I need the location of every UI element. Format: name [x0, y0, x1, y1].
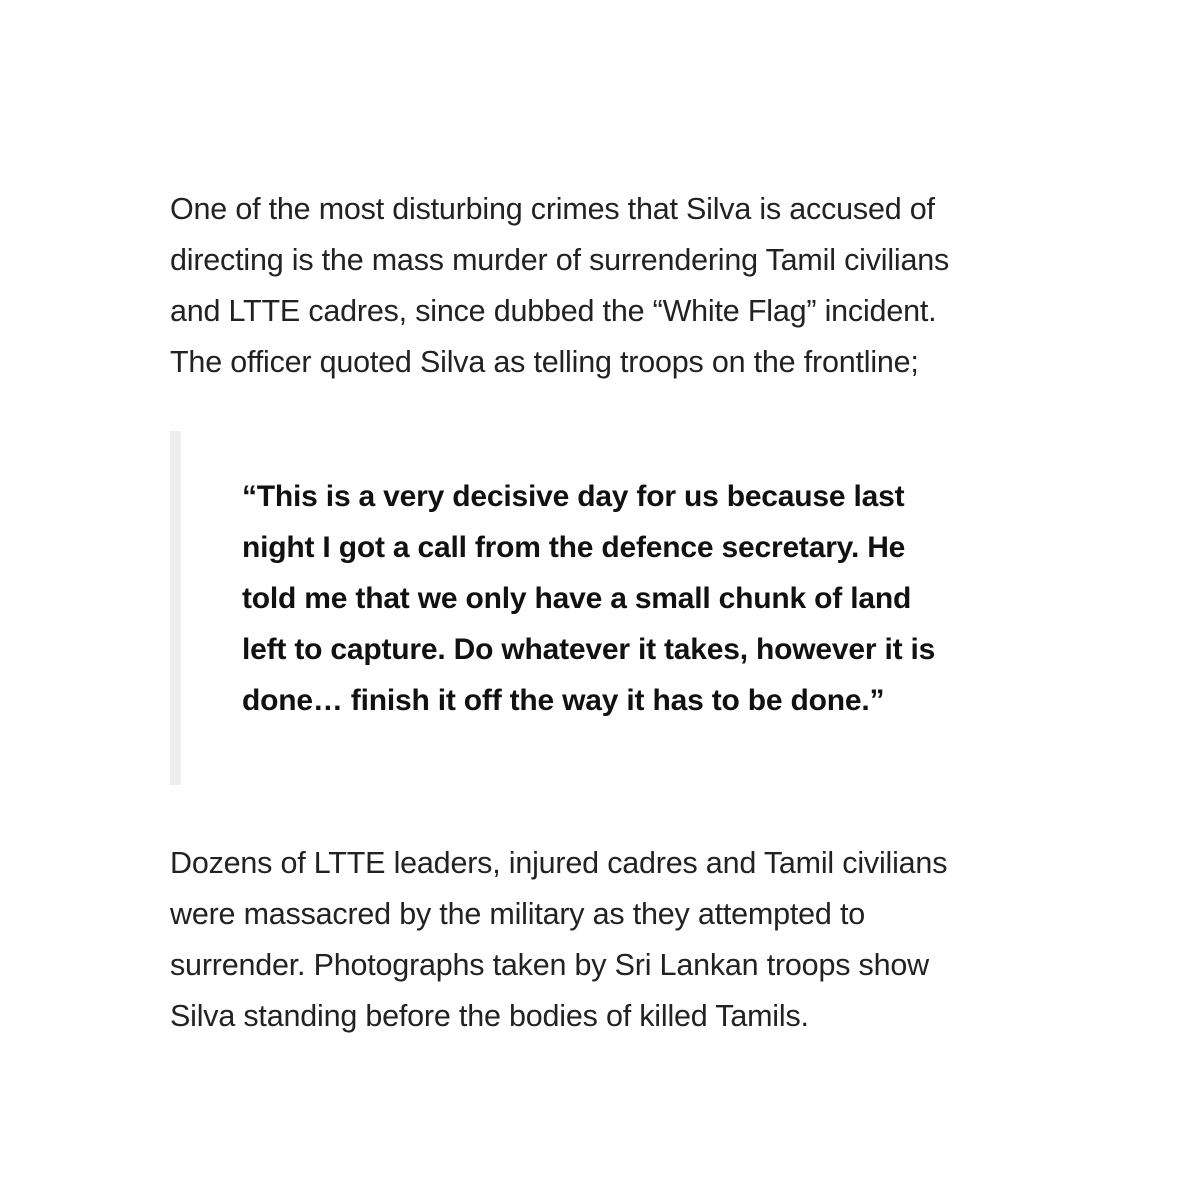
quote-line: told me that we only have a small chunk of land [242, 582, 912, 615]
quote-text [242, 471, 1030, 726]
blockquote [170, 431, 1030, 785]
paragraph-line: The officer quoted Silva as telling troops on the frontline; [170, 345, 919, 379]
quote-line: done… finish it off the way it has to be done.” [242, 684, 885, 717]
paragraph-line: One of the most disturbing crimes that Silva is accused of [170, 192, 935, 226]
paragraph-outro [170, 838, 1030, 1042]
paragraph-intro [170, 184, 1030, 388]
quote-line: “This is a very decisive day for us because last [242, 480, 905, 513]
paragraph-line: and LTTE cadres, since dubbed the “White Flag” incident. [170, 294, 937, 328]
paragraph-line: were massacred by the military as they attempted to [170, 897, 865, 931]
paragraph-line: Silva standing before the bodies of killed Tamils. [170, 999, 809, 1033]
quote-line: left to capture. Do whatever it takes, however it is [242, 633, 936, 666]
paragraph-line: Dozens of LTTE leaders, injured cadres and Tamil civilians [170, 846, 948, 880]
article-body [170, 184, 1030, 1042]
quote-line: night I got a call from the defence secretary. He [242, 531, 906, 564]
paragraph-line: directing is the mass murder of surrendering Tamil civilians [170, 243, 950, 277]
paragraph-line: surrender. Photographs taken by Sri Lankan troops show [170, 948, 929, 982]
